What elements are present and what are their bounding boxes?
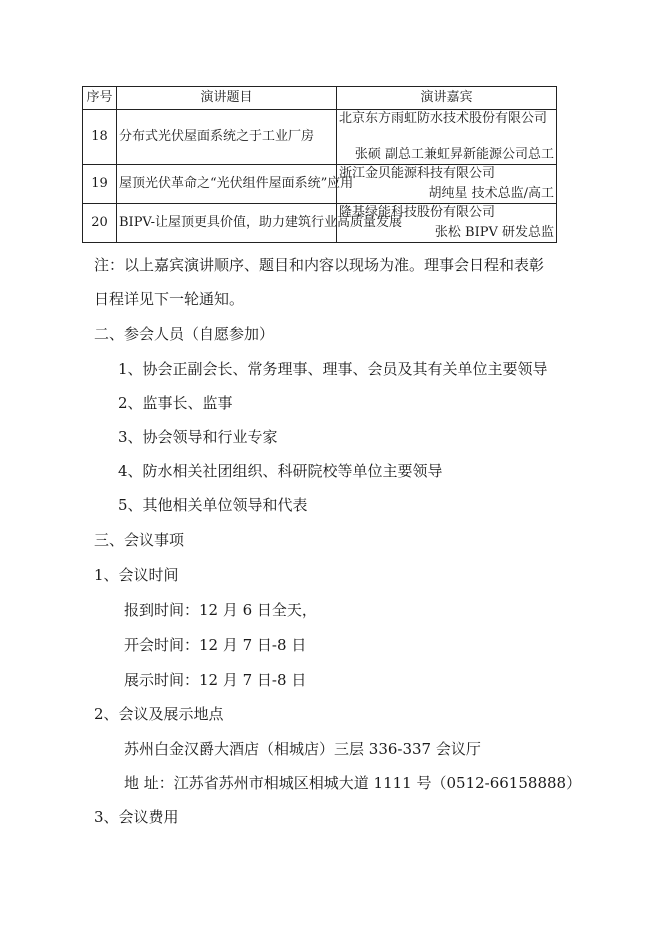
table-header-row (83, 87, 557, 110)
row-topic: 屋顶光伏革命之“光伏组件屋面系统”应用 (117, 165, 337, 204)
speaker-schedule-table (82, 86, 557, 243)
row-speaker (337, 165, 557, 204)
speaker-person: 胡纯星 技术总监/高工 (428, 186, 554, 201)
table-row (83, 165, 557, 204)
attendee-item: 5、其他相关单位领导和代表 (118, 496, 308, 514)
venue-name: 苏州白金汉爵大酒店（相城店）三层 336-337 会议厅 (124, 740, 481, 758)
row-speaker (337, 110, 557, 165)
table-row (83, 204, 557, 243)
meeting-fee-heading: 3、会议费用 (94, 808, 179, 826)
row-topic: BIPV-让屋顶更具价值，助力建筑行业高质量发展 (117, 204, 337, 243)
table-row (83, 110, 557, 165)
meeting-time: 开会时间：12 月 7 日-8 日 (124, 636, 307, 654)
attendee-item: 2、监事长、监事 (118, 394, 233, 412)
speaker-company: 隆基绿能科技股份有限公司 (339, 205, 496, 220)
note-line-1: 注：以上嘉宾演讲顺序、题目和内容以现场为准。理事会日程和表彰 (94, 256, 545, 274)
speaker-person: 张硕 副总工兼虹昇新能源公司总工 (354, 147, 554, 162)
meeting-time-heading: 1、会议时间 (94, 566, 179, 584)
header-num: 序号 (83, 87, 117, 110)
header-topic: 演讲题目 (117, 87, 337, 110)
exhibition-time: 展示时间：12 月 7 日-8 日 (124, 671, 307, 689)
attendee-item: 4、防水相关社团组织、科研院校等单位主要领导 (118, 462, 443, 480)
row-topic: 分布式光伏屋面系统之于工业厂房 (117, 110, 337, 165)
speaker-person: 张松 BIPV 研发总监 (434, 225, 554, 240)
row-num: 20 (83, 204, 117, 243)
venue-address: 地 址：江苏省苏州市相城区相城大道 1111 号（0512-66158888） (124, 774, 582, 792)
section3-heading: 三、会议事项 (94, 531, 185, 549)
note-line-2: 日程详见下一轮通知。 (94, 290, 245, 308)
venue-heading: 2、会议及展示地点 (94, 705, 224, 723)
speaker-company: 浙江金贝能源科技有限公司 (339, 166, 496, 181)
attendee-item: 3、协会领导和行业专家 (118, 428, 278, 446)
header-speaker: 演讲嘉宾 (337, 87, 557, 110)
attendee-item: 1、协会正副会长、常务理事、理事、会员及其有关单位主要领导 (118, 360, 548, 378)
speaker-company: 北京东方雨虹防水技术股份有限公司 (339, 111, 548, 126)
section2-heading: 二、参会人员（自愿参加） (94, 325, 275, 343)
row-num: 18 (83, 110, 117, 165)
row-num: 19 (83, 165, 117, 204)
registration-time: 报到时间：12 月 6 日全天， (124, 601, 317, 619)
